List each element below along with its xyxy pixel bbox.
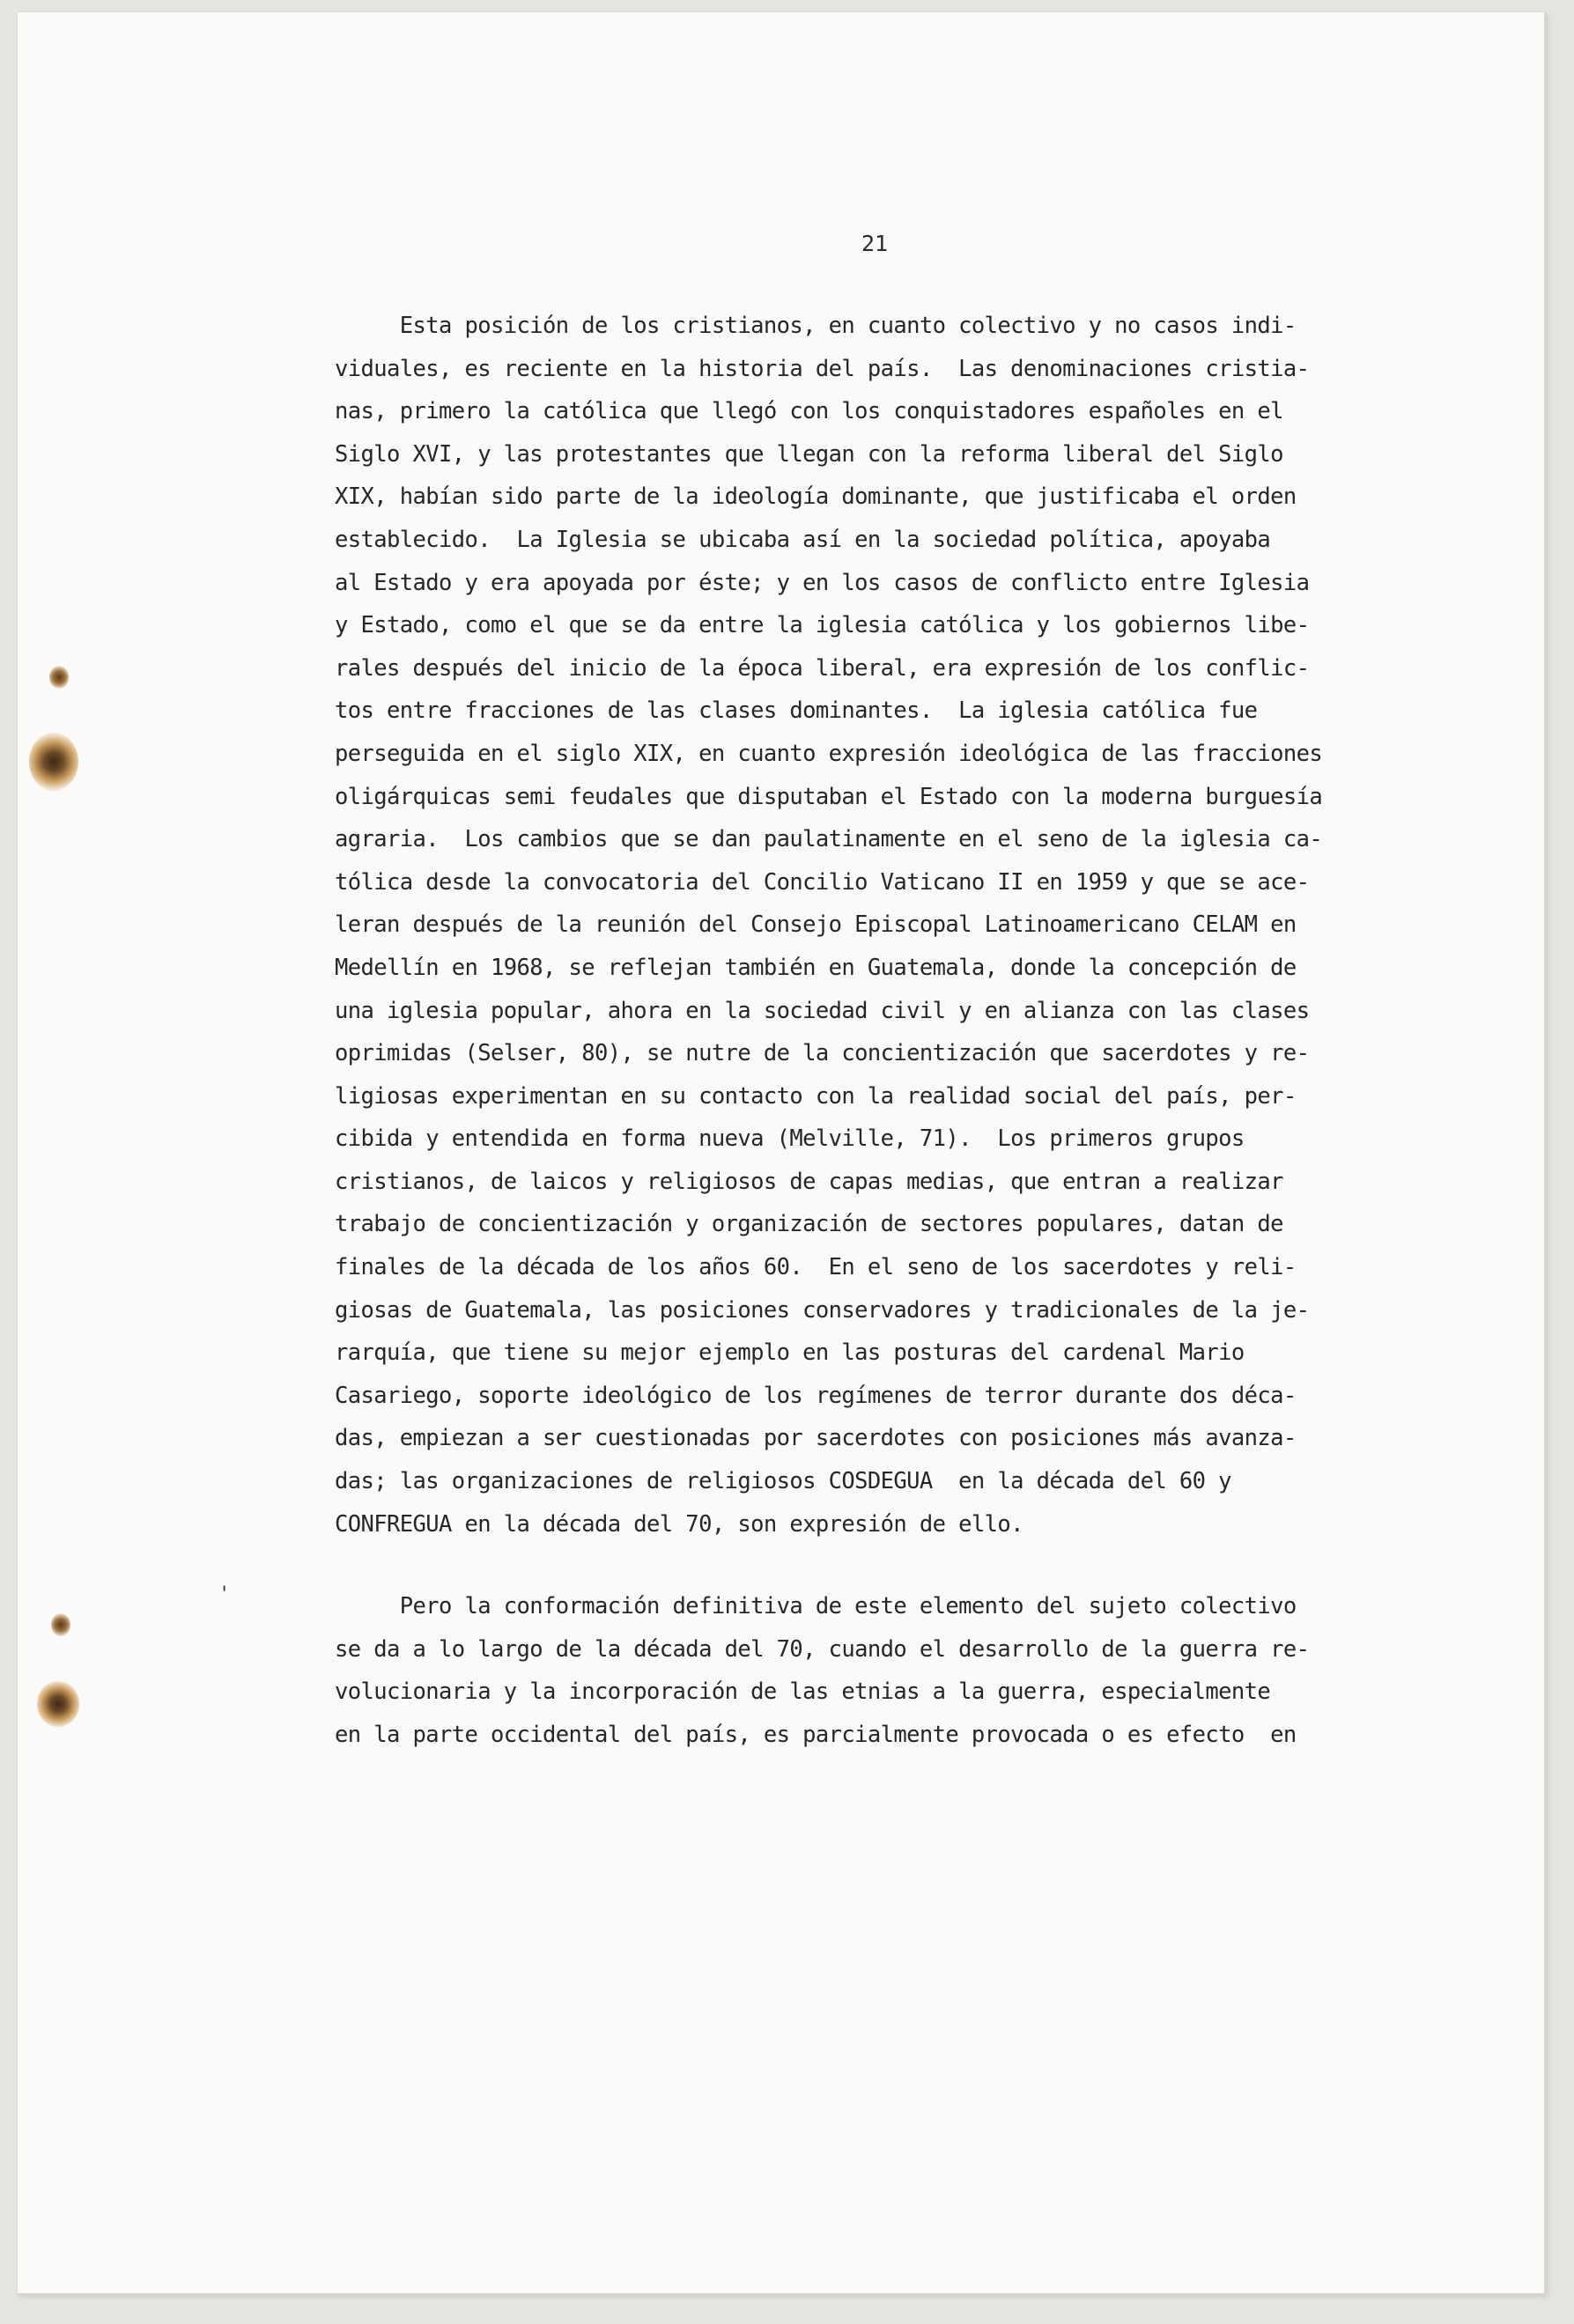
punch-hole-stain (49, 666, 69, 689)
text-line: Medellín en 1968, se reflejan también en Guatemala, donde la concepción de (335, 954, 1297, 981)
text-line: finales de la década de los años 60. En el seno de los sacerdotes y reli- (335, 1254, 1297, 1281)
text-line: rarquía, que tiene su mejor ejemplo en las posturas del cardenal Mario (335, 1339, 1245, 1367)
text-line: se da a lo largo de la década del 70, cuando el desarrollo de la guerra re- (335, 1635, 1310, 1663)
text-line: cibida y entendida en forma nueva (Melville, 71). Los primeros grupos (335, 1125, 1245, 1153)
text-line: viduales, es reciente en la historia del país. Las denominaciones cristia- (335, 355, 1310, 382)
text-line: XIX, habían sido parte de la ideología dominante, que justificaba el orden (335, 483, 1297, 511)
text-line: y Estado, como el que se da entre la iglesia católica y los gobiernos libe- (335, 612, 1310, 639)
text-line: perseguida en el siglo XIX, en cuanto expresión ideológica de las fracciones (335, 740, 1323, 767)
text-line: giosas de Guatemala, las posiciones conservadores y tradicionales de la je- (335, 1296, 1310, 1324)
punch-hole-stain (29, 733, 78, 791)
text-line: rales después del inicio de la época liberal, era expresión de los conflic- (335, 654, 1310, 682)
text-line: Siglo XVI, y las protestantes que llegan con la reforma liberal del Siglo (335, 440, 1283, 468)
punch-hole-stain (37, 1681, 79, 1727)
paragraph-1 (335, 305, 1409, 1546)
text-line: Casariego, soporte ideológico de los regímenes de terror durante dos déca- (335, 1382, 1297, 1409)
text-line: ligiosas experimentan en su contacto con la realidad social del país, per- (335, 1082, 1297, 1110)
text-line: Esta posición de los cristianos, en cuanto colectivo y no casos indi- (335, 313, 1297, 339)
text-line: oligárquicas semi feudales que disputaban el Estado con la moderna burguesía (335, 783, 1323, 810)
text-line: en la parte occidental del país, es parcialmente provocada o es efecto en (335, 1721, 1297, 1748)
text-line: das; las organizaciones de religiosos COSDEGUA en la década del 60 y (335, 1468, 1231, 1495)
text-line: CONFREGUA en la década del 70, son expresión de ello. (335, 1510, 1023, 1538)
text-line: cristianos, de laicos y religiosos de capas medias, que entran a realizar (335, 1168, 1283, 1195)
text-line: das, empiezan a ser cuestionadas por sacerdotes con posiciones más avanza- (335, 1425, 1297, 1452)
text-line: agraria. Los cambios que se dan paulatinamente en el seno de la iglesia ca- (335, 826, 1323, 853)
text-line: tos entre fracciones de las clases dominantes. La iglesia católica fue (335, 697, 1258, 725)
text-line: oprimidas (Selser, 80), se nutre de la concientización que sacerdotes y re- (335, 1040, 1310, 1067)
text-line: trabajo de concientización y organización de sectores populares, datan de (335, 1211, 1283, 1238)
text-line: establecido. La Iglesia se ubicaba así en la sociedad política, apoyaba (335, 526, 1271, 553)
stray-mark: ' (218, 1583, 231, 1605)
text-line: al Estado y era apoyada por éste; y en los casos de conflicto entre Iglesia (335, 569, 1310, 596)
text-line: leran después de la reunión del Consejo Episcopal Latinoamericano CELAM en (335, 911, 1297, 939)
paragraph-2 (335, 1585, 1409, 1756)
text-line: una iglesia popular, ahora en la sociedad civil y en alianza con las clases (335, 997, 1310, 1024)
text-line: tólica desde la convocatoria del Concilio Vaticano II en 1959 y que se ace- (335, 868, 1310, 896)
page-number: 21 (861, 231, 889, 256)
text-line: nas, primero la católica que llegó con los conquistadores españoles en el (335, 398, 1283, 425)
text-line: Pero la conformación definitiva de este elemento del sujeto colectivo (335, 1593, 1297, 1619)
text-line: volucionaria y la incorporación de las etnias a la guerra, especialmente (335, 1678, 1271, 1706)
punch-hole-stain (51, 1613, 70, 1636)
